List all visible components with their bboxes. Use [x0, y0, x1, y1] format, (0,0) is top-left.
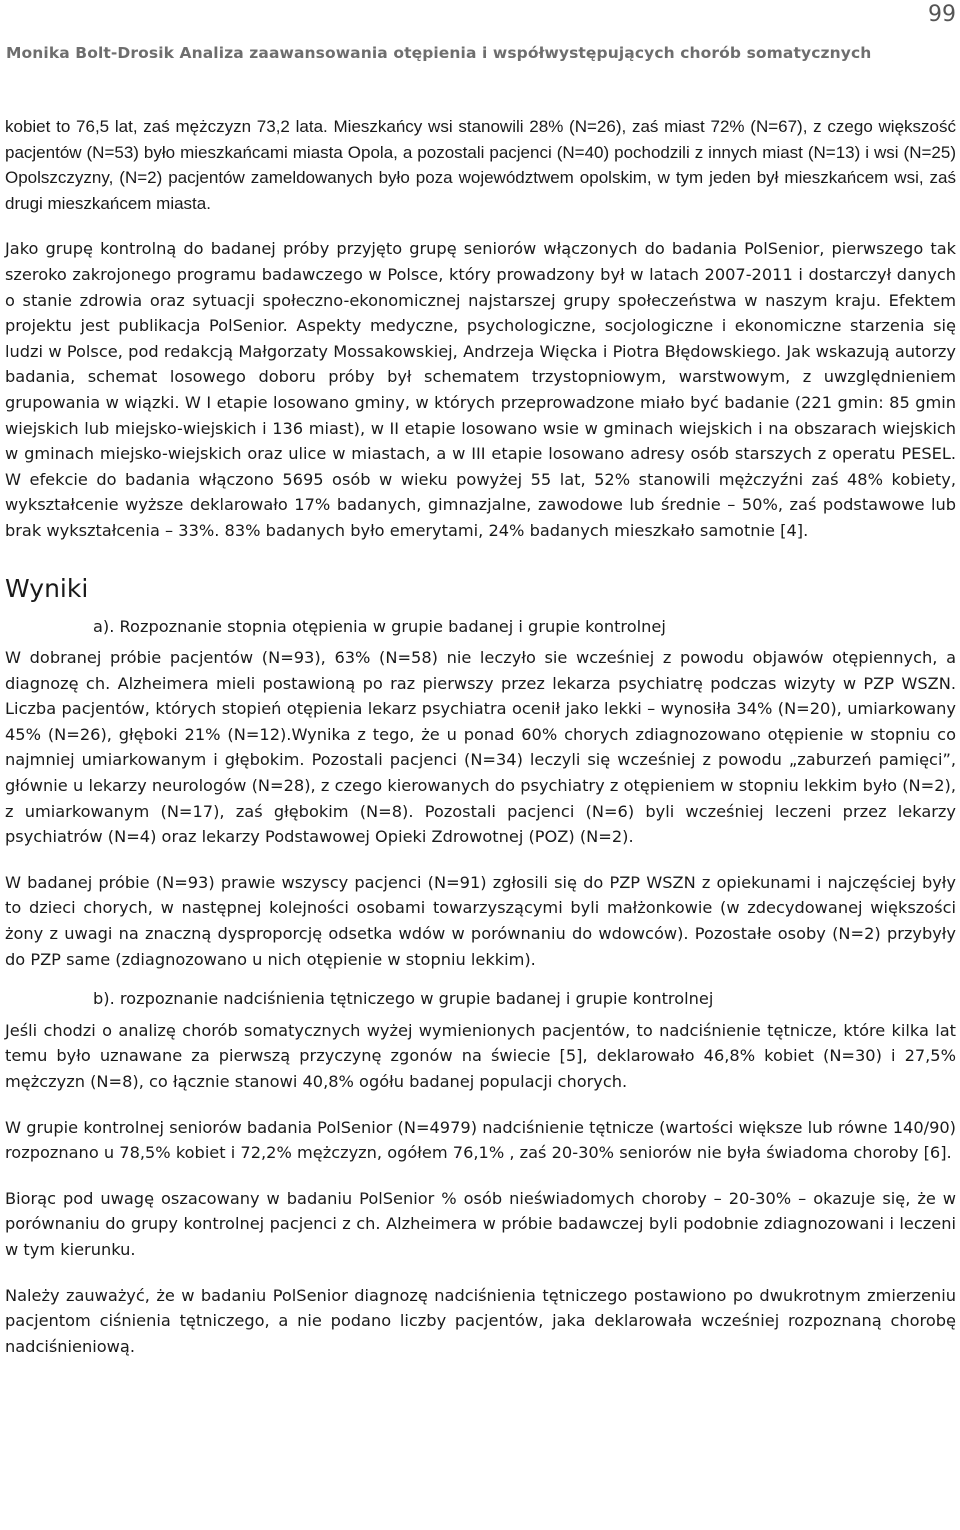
article-body — [5, 114, 956, 1359]
paragraph-7: Biorąc pod uwagę oszacowany w badaniu PolSenior % osób nieświadomych choroby – 20-30% – okazuje się, że w porównaniu do grupy kontrolnej pacjenci z ch. Alzheimera w próbie badawczej byli podobnie zdiagnozowani i leczeni w tym kierunku. — [5, 1188, 956, 1259]
paragraph-1: kobiet to 76,5 lat, zaś mężczyzn 73,2 lata. Mieszkańcy wsi stanowili 28% (N=26), zaś miast 72% (N=67), z czego większość pacjentów (N=53) było mieszkańcami miasta Opola, a pozostali pacjenci (N=40) pochodzili z innych miast (N=13) i wsi (N=25) Opolszczyzny, (N=2) pacjentów zameldowanych było poza województwem opolskim, w tym jeden był mieszkańcem wsi, zaś drugi mieszkańcem miasta. — [5, 117, 956, 213]
subheading-a: a). Rozpoznanie stopnia otępienia w grupie badanej i grupie kontrolnej — [93, 616, 666, 636]
subheading-b: b). rozpoznanie nadciśnienia tętniczego w grupie badanej i grupie kontrolnej — [93, 989, 714, 1009]
section-heading-results: Wyniki — [5, 573, 89, 603]
header-title: Analiza zaawansowania otępienia i współwystępujących chorób somatycznych — [179, 44, 872, 62]
paragraph-5: Jeśli chodzi o analizę chorób somatycznych wyżej wymienionych pacjentów, to nadciśnienie tętnicze, które kilka lat temu było uznawane za pierwszą przyczynę zgonów na świecie [5], deklarowało 46,8% kobiet (N=30) i 27,5% mężczyzn (N=8), co łącznie stanowi 40,8% ogółu badanej populacji chorych. — [5, 1020, 956, 1091]
paragraph-6: W grupie kontrolnej seniorów badania PolSenior (N=4979) nadciśnienie tętnicze (wartości większe lub równe 140/90) rozpoznano u 78,5% kobiet i 72,2% mężczyzn, ogółem 76,1% , zaś 20-30% seniorów nie była świadoma choroby [6]. — [5, 1117, 956, 1163]
paragraph-8: Należy zauważyć, że w badaniu PolSenior diagnozę nadciśnienia tętniczego postawiono po dwukrotnym zmierzeniu pacjentom ciśnienia tętniczego, a nie podano liczby pacjentów, jaka deklarowała wcześniej rozpoznaną chorobę nadciśnieniową. — [5, 1285, 956, 1356]
running-header — [6, 44, 871, 62]
paragraph-2: Jako grupę kontrolną do badanej próby przyjęto grupę seniorów włączonych do badania PolSenior, pierwszego tak szeroko zakrojonego programu badawczego w Polsce, który prowadzony był w latach 2007-2011 i dostarczył danych o stanie zdrowia oraz sytuacji społeczno-ekonomicznej najstarszej grupy społeczeństwa w naszym kraju. Efektem projektu jest publikacja PolSenior. Aspekty medyczne, psychologiczne, socjologiczne i ekonomiczne starzenia się ludzi w Polsce, pod redakcją Małgorzaty Mossakowskiej, Andrzeja Więcka i Piotra Błędowskiego. Jak wskazują autorzy badania, schemat losowego doboru próby był schematem trzystopniowym, warstwowym, z uwzględnieniem grupowania w wiązki. W I etapie losowano gminy, w których przeprowadzone miało być badanie (221 gmin: 85 gmin wiejskich lub miejsko-wiejskich i 136 miast), w II etapie losowano wsie w gminach wiejskich i na obszarach wiejskich w gminach miejsko-wiejskich oraz ulice w miastach, a w III etapie losowano adresy osób starszych z operatu PESEL. W efekcie do badania włączono 5695 osób w wieku powyżej 55 lat, 52% stanowili mężczyźni zaś 48% kobiety, wykształcenie wyższe deklarowało 17% badanych, gimnazjalne, zawodowe lub średnie – 50%, zaś podstawowe lub brak wykształcenia – 33%. 83% badanych było emerytami, 24% badanych mieszkało samotnie [4]. — [5, 239, 956, 540]
paragraph-3: W dobranej próbie pacjentów (N=93), 63% (N=58) nie leczyło sie wcześniej z powodu objawów otępiennych, a diagnozę ch. Alzheimera mieli postawioną po raz pierwszy przez lekarza psychiatrę podczas wizyty w PZP WSZN. Liczba pacjentów, których stopień otępienia lekarz psychiatra ocenił jako lekki – wynosiła 34% (N=20), umiarkowany 45% (N=26), głęboki 21% (N=12).Wynika z tego, że u ponad 60% chorych zdiagnozowano otępienie w stopniu co najmniej umiarkowanym i głębokim. Pozostali pacjenci (N=34) leczyli się wcześniej z powodu „zaburzeń pamięci”, głównie u lekarzy neurologów (N=28), z czego kierowanych do psychiatry z otępieniem w stopniu lekkim było (N=2), z umiarkowanym (N=17), zaś głębokim (N=8). Pozostali pacjenci (N=6) byli wcześniej leczeni przez lekarzy psychiatrów (N=4) oraz lekarzy Podstawowej Opieki Zdrowotnej (POZ) (N=2). — [5, 648, 956, 847]
header-author: Monika Bolt-Drosik — [6, 44, 175, 62]
page-number: 99 — [928, 2, 956, 27]
paragraph-4: W badanej próbie (N=93) prawie wszyscy pacjenci (N=91) zgłosili się do PZP WSZN z opiekunami i najczęściej były to dzieci chorych, w następnej kolejności osobami towarzyszącymi byli małżonkowie (w zdecydowanej większości żony z uwagi na znaczną dysproporcję odsetka wdów w porównaniu do wdowców). Pozostałe osoby (N=2) przybyły do PZP same (zdiagnozowano u nich otępienie w stopniu lekkim). — [5, 872, 956, 969]
